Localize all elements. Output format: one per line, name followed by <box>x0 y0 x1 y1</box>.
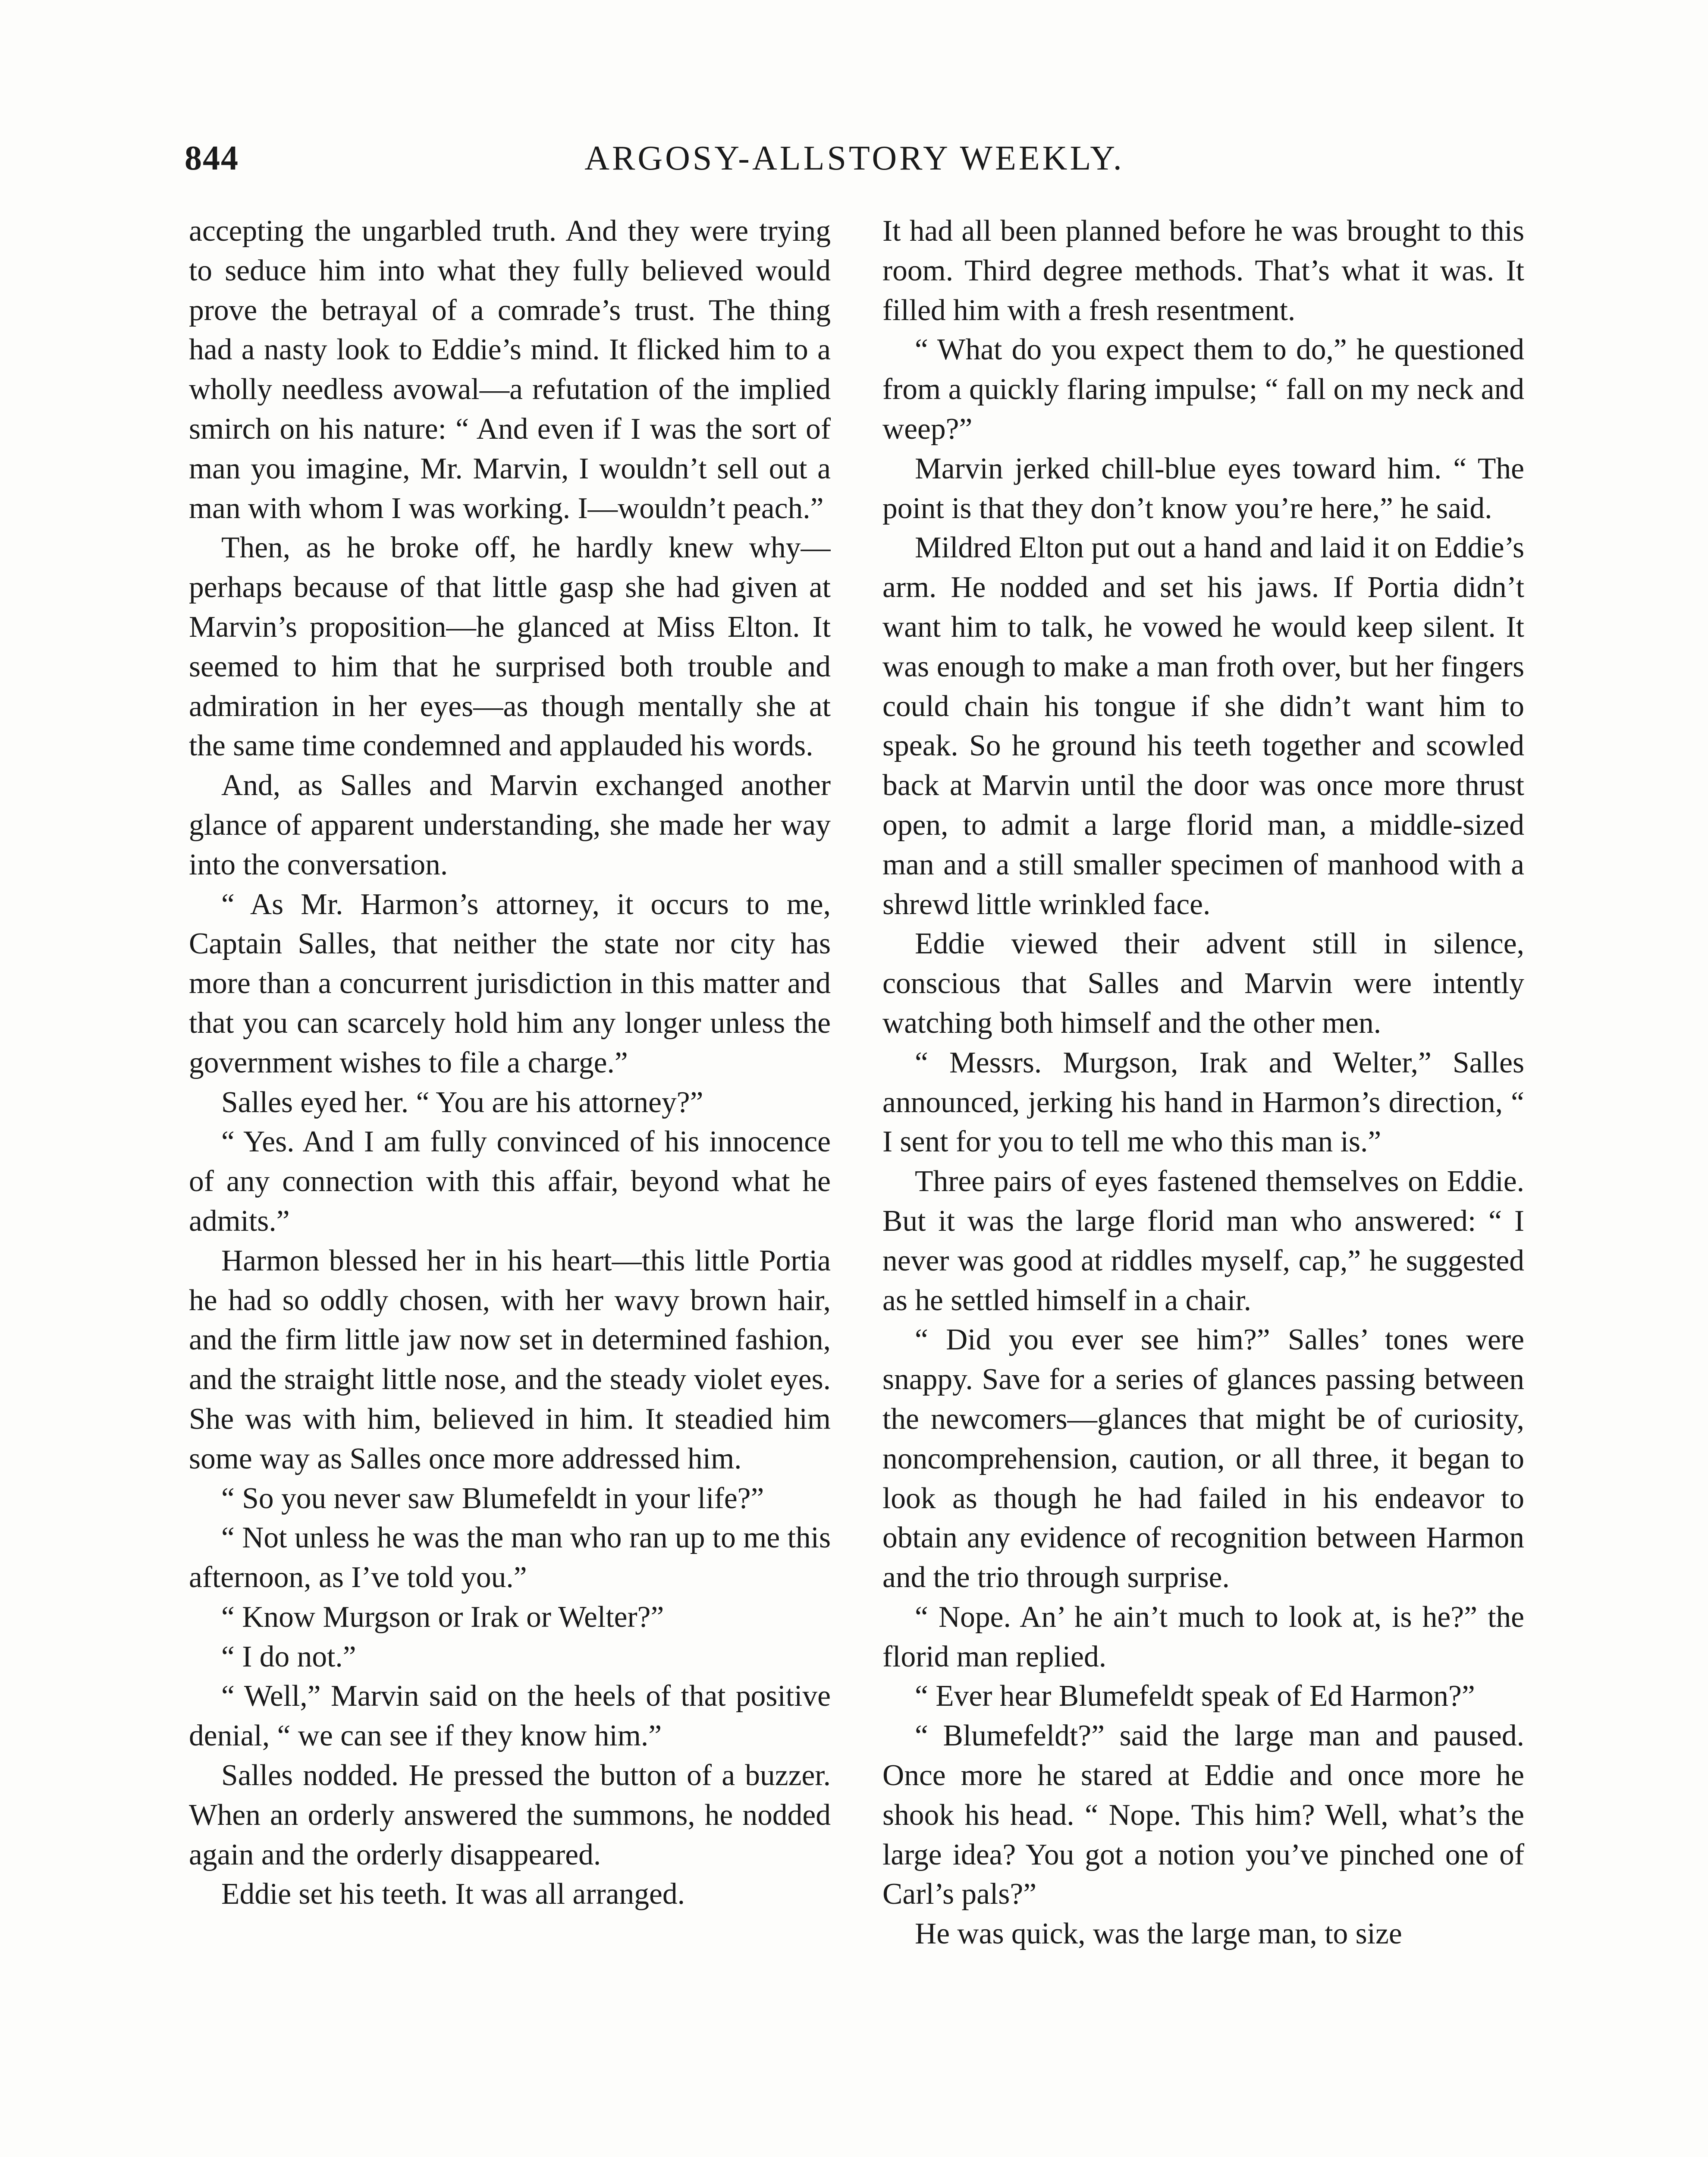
paragraph: “ Well,” Marvin said on the heels of that positive denial, “ we can see if they know him.” <box>189 1679 831 1753</box>
paragraph: “ Messrs. Murgson, Irak and Welter,” Salles announced, jerking his hand in Harmon’s direction, “ I sent for you to tell me who this man is.” <box>882 1046 1524 1159</box>
paragraph: Mildred Elton put out a hand and laid it on Eddie’s arm. He nodded and set his jaws. If Portia didn’t want him to talk, he vowed he would keep silent. It was enough to make a man froth over, but her fingers could chain his tongue if she didn’t want him to speak. So he ground his teeth together and scowled back at Marvin until the door was once more thrust open, to admit a large florid man, a middle-sized man and a still smaller specimen of manhood with a shrewd little wrinkled face. <box>882 531 1524 921</box>
paragraph: He was quick, was the large man, to size <box>915 1917 1402 1951</box>
paragraph: “ I do not.” <box>221 1640 356 1673</box>
paragraph: “ Know Murgson or Irak or Welter?” <box>221 1600 664 1634</box>
paragraph: Eddie viewed their advent still in silence, conscious that Salles and Marvin were intently watching both himself and the other men. <box>882 927 1524 1040</box>
paragraph: Salles nodded. He pressed the button of a buzzer. When an orderly answered the summons, he nodded again and the orderly disappeared. <box>189 1759 831 1871</box>
paragraph: “ What do you expect them to do,” he questioned from a quickly flaring impulse; “ fall on my neck and weep?” <box>882 333 1524 446</box>
paragraph: Harmon blessed her in his heart—this little Portia he had so oddly chosen, with her wavy brown hair, and the firm little jaw now set in determined fashion, and the straight little nose, and the steady violet eyes. She was with him, believed in him. It steadied him some way as Salles once more addressed him. <box>189 1244 831 1475</box>
right-column <box>882 211 1524 2157</box>
page-number: 844 <box>185 139 239 177</box>
paragraph: “ So you never saw Blumefeldt in your life?” <box>221 1481 764 1515</box>
paragraph: It had all been planned before he was brought to this room. Third degree methods. That’s what it was. It filled him with a fresh resentment. <box>882 214 1524 327</box>
paragraph: Salles eyed her. “ You are his attorney?” <box>221 1085 703 1119</box>
paragraph: Eddie set his teeth. It was all arranged. <box>221 1877 685 1911</box>
left-column <box>189 211 831 2157</box>
paragraph: And, as Salles and Marvin exchanged another glance of apparent understanding, she made her way into the conversation. <box>189 769 831 881</box>
paragraph: “ Did you ever see him?” Salles’ tones were snappy. Save for a series of glances passing between the newcomers—glances that might be of curiosity, noncomprehension, caution, or all three, it began to look as though he had failed in his endeavor to obtain any evidence of recognition between Harmon and the trio through surprise. <box>882 1323 1524 1594</box>
paragraph: “ Yes. And I am fully convinced of his innocence of any connection with this affair, beyond what he admits.” <box>189 1125 831 1238</box>
paragraph: “ Not unless he was the man who ran up to me this afternoon, as I’ve told you.” <box>189 1521 831 1594</box>
paragraph: accepting the ungarbled truth. And they were trying to seduce him into what they fully believed would prove the betrayal of a comrade’s trust. The thing had a nasty look to Eddie’s mind. It flicked him to a wholly needless avowal—a refutation of the implied smirch on his nature: “ And even if I was the sort of man you imagine, Mr. Marvin, I wouldn’t sell out a man with whom I was working. I—wouldn’t peach.” <box>189 214 831 525</box>
paragraph: Three pairs of eyes fastened themselves on Eddie. But it was the large florid man who answered: “ I never was good at riddles myself, cap,” he suggested as he settled himself in a chair. <box>882 1165 1524 1317</box>
paragraph: “ Blumefeldt?” said the large man and paused. Once more he stared at Eddie and once more he shook his head. “ Nope. This him? Well, what’s the large idea? You got a notion you’ve pinched one of Carl’s pals?” <box>882 1719 1524 1911</box>
paragraph: Then, as he broke off, he hardly knew why—perhaps because of that little gasp she had given at Marvin’s proposition—he glanced at Miss Elton. It seemed to him that he surprised both trouble and admiration in her eyes—as though mentally she at the same time condemned and applauded his words. <box>189 531 831 763</box>
running-head: ARGOSY-ALLSTORY WEEKLY. <box>584 139 1124 177</box>
paragraph: “ As Mr. Harmon’s attorney, it occurs to me, Captain Salles, that neither the state nor city has more than a concurrent jurisdiction in this matter and that you can scarcely hold him any longer unless the government wishes to file a charge.” <box>189 887 831 1079</box>
page-header <box>185 139 1524 186</box>
paragraph: “ Ever hear Blumefeldt speak of Ed Harmon?” <box>915 1679 1475 1713</box>
paragraph: “ Nope. An’ he ain’t much to look at, is he?” the florid man replied. <box>882 1600 1524 1673</box>
text-columns <box>189 211 1524 2157</box>
paragraph: Marvin jerked chill-blue eyes toward him. “ The point is that they don’t know you’re here,” he said. <box>882 452 1524 525</box>
